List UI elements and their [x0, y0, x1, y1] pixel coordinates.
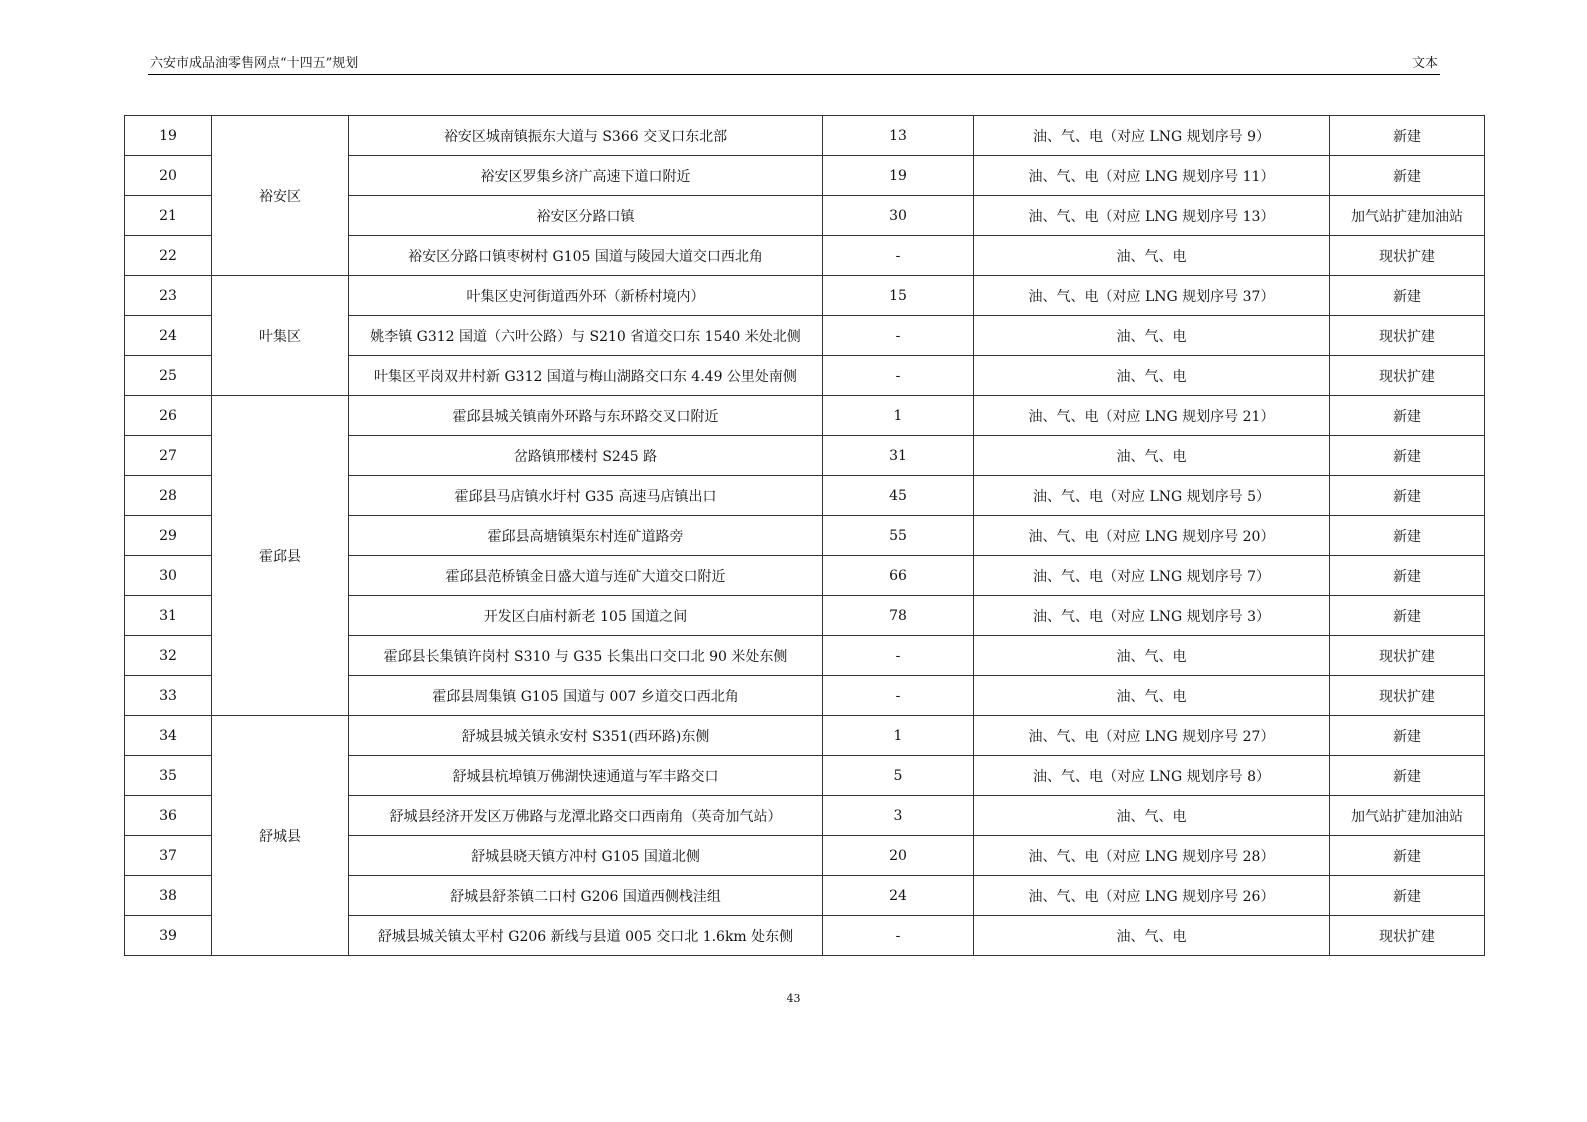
cell-reference-number: -: [823, 356, 974, 396]
cell-serial-number: 39: [125, 916, 212, 956]
cell-location: 舒城县城关镇太平村 G206 新线与县道 005 交口北 1.6km 处东侧: [349, 916, 823, 956]
cell-reference-number: 31: [823, 436, 974, 476]
cell-station-type: 油、气、电（对应 LNG 规划序号 20）: [974, 516, 1330, 556]
cell-station-type: 油、气、电（对应 LNG 规划序号 26）: [974, 876, 1330, 916]
cell-build-status: 现状扩建: [1330, 316, 1485, 356]
cell-build-status: 新建: [1330, 596, 1485, 636]
cell-reference-number: 24: [823, 876, 974, 916]
cell-serial-number: 34: [125, 716, 212, 756]
cell-build-status: 新建: [1330, 716, 1485, 756]
cell-serial-number: 20: [125, 156, 212, 196]
cell-serial-number: 21: [125, 196, 212, 236]
cell-serial-number: 37: [125, 836, 212, 876]
cell-district: 舒城县: [212, 716, 349, 956]
cell-district: 霍邱县: [212, 396, 349, 716]
table-body: [125, 116, 1485, 956]
cell-station-type: 油、气、电（对应 LNG 规划序号 13）: [974, 196, 1330, 236]
cell-location: 舒城县舒茶镇二口村 G206 国道西侧栈洼组: [349, 876, 823, 916]
cell-location: 叶集区史河街道西外环（新桥村境内）: [349, 276, 823, 316]
cell-reference-number: -: [823, 236, 974, 276]
cell-location: 舒城县晓天镇方冲村 G105 国道北侧: [349, 836, 823, 876]
cell-reference-number: 1: [823, 716, 974, 756]
cell-build-status: 新建: [1330, 556, 1485, 596]
cell-station-type: 油、气、电: [974, 236, 1330, 276]
cell-serial-number: 19: [125, 116, 212, 156]
cell-station-type: 油、气、电（对应 LNG 规划序号 8）: [974, 756, 1330, 796]
cell-serial-number: 22: [125, 236, 212, 276]
cell-station-type: 油、气、电: [974, 436, 1330, 476]
cell-build-status: 新建: [1330, 516, 1485, 556]
cell-serial-number: 24: [125, 316, 212, 356]
cell-station-type: 油、气、电（对应 LNG 规划序号 3）: [974, 596, 1330, 636]
document-title: 六安市成品油零售网点“十四五”规划: [150, 56, 359, 71]
cell-build-status: 现状扩建: [1330, 356, 1485, 396]
cell-station-type: 油、气、电（对应 LNG 规划序号 5）: [974, 476, 1330, 516]
cell-reference-number: 20: [823, 836, 974, 876]
cell-serial-number: 27: [125, 436, 212, 476]
cell-build-status: 加气站扩建加油站: [1330, 196, 1485, 236]
table-row: [125, 396, 1485, 436]
cell-district: 裕安区: [212, 116, 349, 276]
cell-build-status: 新建: [1330, 396, 1485, 436]
cell-serial-number: 30: [125, 556, 212, 596]
page-number: 43: [786, 992, 801, 1005]
cell-district: 叶集区: [212, 276, 349, 396]
cell-build-status: 加气站扩建加油站: [1330, 796, 1485, 836]
cell-build-status: 现状扩建: [1330, 676, 1485, 716]
cell-location: 裕安区分路口镇: [349, 196, 823, 236]
cell-location: 霍邱县范桥镇金日盛大道与连矿大道交口附近: [349, 556, 823, 596]
table-row: [125, 276, 1485, 316]
cell-build-status: 新建: [1330, 156, 1485, 196]
station-plan-table: [124, 115, 1485, 956]
cell-serial-number: 31: [125, 596, 212, 636]
cell-location: 姚李镇 G312 国道（六叶公路）与 S210 省道交口东 1540 米处北侧: [349, 316, 823, 356]
cell-station-type: 油、气、电: [974, 636, 1330, 676]
cell-location: 裕安区分路口镇枣树村 G105 国道与陵园大道交口西北角: [349, 236, 823, 276]
cell-serial-number: 33: [125, 676, 212, 716]
cell-station-type: 油、气、电（对应 LNG 规划序号 11）: [974, 156, 1330, 196]
cell-station-type: 油、气、电: [974, 796, 1330, 836]
cell-build-status: 新建: [1330, 876, 1485, 916]
cell-serial-number: 25: [125, 356, 212, 396]
cell-station-type: 油、气、电: [974, 356, 1330, 396]
cell-build-status: 新建: [1330, 836, 1485, 876]
cell-reference-number: 55: [823, 516, 974, 556]
cell-build-status: 现状扩建: [1330, 916, 1485, 956]
table-row: [125, 716, 1485, 756]
cell-location: 霍邱县马店镇水圩村 G35 高速马店镇出口: [349, 476, 823, 516]
cell-station-type: 油、气、电（对应 LNG 规划序号 27）: [974, 716, 1330, 756]
cell-reference-number: -: [823, 316, 974, 356]
cell-reference-number: 13: [823, 116, 974, 156]
cell-location: 舒城县杭埠镇万佛湖快速通道与军丰路交口: [349, 756, 823, 796]
section-label: 文本: [1411, 56, 1438, 71]
cell-serial-number: 36: [125, 796, 212, 836]
cell-station-type: 油、气、电（对应 LNG 规划序号 9）: [974, 116, 1330, 156]
cell-serial-number: 35: [125, 756, 212, 796]
cell-reference-number: 45: [823, 476, 974, 516]
cell-reference-number: 78: [823, 596, 974, 636]
cell-location: 霍邱县周集镇 G105 国道与 007 乡道交口西北角: [349, 676, 823, 716]
cell-station-type: 油、气、电: [974, 676, 1330, 716]
cell-reference-number: 15: [823, 276, 974, 316]
cell-build-status: 新建: [1330, 756, 1485, 796]
cell-reference-number: 66: [823, 556, 974, 596]
cell-reference-number: 3: [823, 796, 974, 836]
cell-location: 裕安区城南镇振东大道与 S366 交叉口东北部: [349, 116, 823, 156]
cell-reference-number: 1: [823, 396, 974, 436]
cell-serial-number: 32: [125, 636, 212, 676]
cell-location: 岔路镇邢楼村 S245 路: [349, 436, 823, 476]
page-header: [148, 56, 1440, 75]
cell-reference-number: 30: [823, 196, 974, 236]
cell-station-type: 油、气、电（对应 LNG 规划序号 7）: [974, 556, 1330, 596]
cell-location: 开发区白庙村新老 105 国道之间: [349, 596, 823, 636]
cell-serial-number: 38: [125, 876, 212, 916]
cell-station-type: 油、气、电: [974, 316, 1330, 356]
cell-reference-number: 19: [823, 156, 974, 196]
table-row: [125, 116, 1485, 156]
cell-reference-number: 5: [823, 756, 974, 796]
cell-serial-number: 26: [125, 396, 212, 436]
cell-build-status: 现状扩建: [1330, 236, 1485, 276]
cell-station-type: 油、气、电（对应 LNG 规划序号 21）: [974, 396, 1330, 436]
cell-location: 舒城县经济开发区万佛路与龙潭北路交口西南角（英奇加气站）: [349, 796, 823, 836]
cell-serial-number: 29: [125, 516, 212, 556]
cell-location: 霍邱县高塘镇渠东村连矿道路旁: [349, 516, 823, 556]
cell-location: 叶集区平岗双井村新 G312 国道与梅山湖路交口东 4.49 公里处南侧: [349, 356, 823, 396]
cell-location: 霍邱县长集镇许岗村 S310 与 G35 长集出口交口北 90 米处东侧: [349, 636, 823, 676]
cell-build-status: 现状扩建: [1330, 636, 1485, 676]
cell-serial-number: 28: [125, 476, 212, 516]
cell-build-status: 新建: [1330, 476, 1485, 516]
cell-build-status: 新建: [1330, 436, 1485, 476]
cell-station-type: 油、气、电（对应 LNG 规划序号 28）: [974, 836, 1330, 876]
cell-build-status: 新建: [1330, 276, 1485, 316]
cell-location: 舒城县城关镇永安村 S351(西环路)东侧: [349, 716, 823, 756]
cell-build-status: 新建: [1330, 116, 1485, 156]
cell-location: 霍邱县城关镇南外环路与东环路交叉口附近: [349, 396, 823, 436]
cell-reference-number: -: [823, 636, 974, 676]
cell-station-type: 油、气、电: [974, 916, 1330, 956]
cell-reference-number: -: [823, 676, 974, 716]
cell-location: 裕安区罗集乡济广高速下道口附近: [349, 156, 823, 196]
cell-serial-number: 23: [125, 276, 212, 316]
cell-station-type: 油、气、电（对应 LNG 规划序号 37）: [974, 276, 1330, 316]
cell-reference-number: -: [823, 916, 974, 956]
